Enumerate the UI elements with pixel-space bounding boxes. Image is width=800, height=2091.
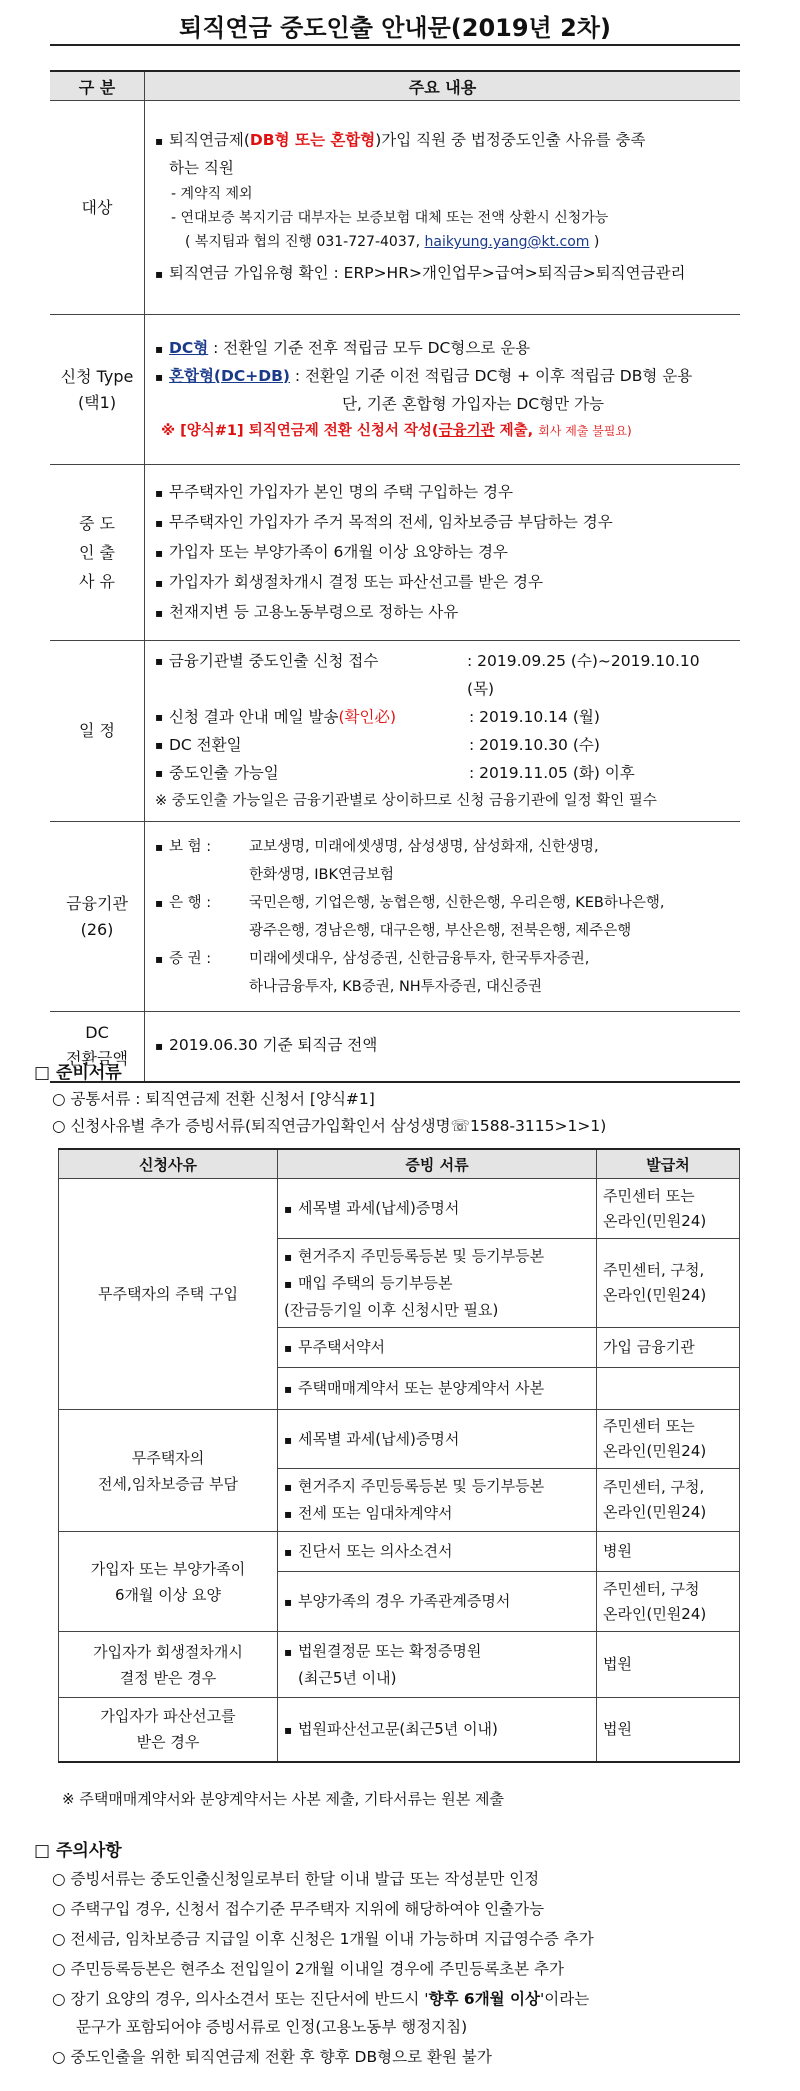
reason-cell: 가입자가 회생절차개시 결정 받은 경우 <box>59 1632 278 1698</box>
issuer-cell <box>597 1368 740 1410</box>
reason-item: ▪ 무주택자인 가입자가 주거 목적의 전세, 임차보증금 부담하는 경우 <box>155 508 730 538</box>
reasons-content <box>145 465 741 641</box>
reasons-label: 중 도 인 출 사 유 <box>50 465 145 641</box>
issuer-cell: 법원 <box>597 1698 740 1762</box>
documents-heading: □ 준비서류 <box>34 1063 122 1083</box>
documents-note: ※ 주택매매계약서와 분양계약서는 사본 제출, 기타서류는 원본 제출 <box>62 1790 504 1808</box>
schedule-note: ※ 중도인출 가능일은 금융기관별로 상이하므로 신청 금융기관에 일정 확인 필수 <box>155 793 657 809</box>
table-row <box>59 1410 740 1469</box>
docs-cell: ▪ 주택매매계약서 또는 분양계약서 사본 <box>278 1368 597 1410</box>
table-row <box>59 1179 740 1239</box>
docs-cell: ▪ 법원결정문 또는 확정증명원 (최근5년 이내) <box>278 1632 597 1698</box>
type-content <box>145 315 741 465</box>
row-institutions <box>50 822 740 1012</box>
header-content: 주요 내용 <box>145 71 741 101</box>
schedule-label: 일 정 <box>50 641 145 822</box>
reason-item: ▪ 무주택자인 가입자가 본인 명의 주택 구입하는 경우 <box>155 478 730 508</box>
cautions-heading: □ 주의사항 <box>34 1841 122 1861</box>
target-content <box>145 101 741 315</box>
target-line3: ▪ 퇴직연금 가입유형 확인 : ERP>HR>개인업무>급여>퇴직금>퇴직연금관리 <box>155 260 730 288</box>
table-row <box>59 1698 740 1762</box>
schedule-row: ▪ DC 전환일 : 2019.10.30 (수) <box>155 731 730 759</box>
type-warning: ※ [양식#1] 퇴직연금제 전환 신청서 작성(금융기관 제출, 회사 제출 불필요) <box>161 422 632 439</box>
issuer-cell: 가입 금융기관 <box>597 1328 740 1368</box>
target-line2: 하는 직원 <box>169 159 234 177</box>
institution-securities: ▪ 증 권 : 미래에셋대우, 삼성증권, 신한금융투자, 한국투자증권, 하나금융투자, KB증권, NH투자증권, 대신증권 <box>155 945 730 1001</box>
reason-item: ▪ 천재지변 등 고용노동부령으로 정하는 사유 <box>155 598 730 628</box>
institution-bank: ▪ 은 행 : 국민은행, 기업은행, 농협은행, 신한은행, 우리은행, KEB하나은행, 광주은행, 경남은행, 대구은행, 부산은행, 전북은행, 제주은행 <box>155 889 730 945</box>
header-issuer: 발급처 <box>597 1149 740 1179</box>
header-category: 구 분 <box>50 71 145 101</box>
reason-item: ▪ 가입자가 회생절차개시 결정 또는 파산선고를 받은 경우 <box>155 568 730 598</box>
schedule-row: ▪ 중도인출 가능일 : 2019.11.05 (화) 이후 <box>155 759 730 787</box>
docs-cell: ▪ 무주택서약서 <box>278 1328 597 1368</box>
target-sub2: - 연대보증 복지기금 대부자는 보증보험 대체 또는 전액 상환시 신청가능 <box>171 210 609 226</box>
type-mix-note: 단, 기존 혼합형 가입자는 DC형만 가능 <box>342 394 604 413</box>
target-sub3: ( 복지팀과 협의 진행 031-727-4037, haikyung.yang@kt.com ) <box>185 234 600 250</box>
reason-item: ▪ 가입자 또는 부양가족이 6개월 이상 요양하는 경우 <box>155 538 730 568</box>
row-reasons <box>50 465 740 641</box>
row-schedule <box>50 641 740 822</box>
conversion-label: DC 전환금액 <box>50 1012 145 1082</box>
overview-header-row <box>50 71 740 101</box>
caution-item: ○ 중도인출을 위한 퇴직연금제 전환 후 향후 DB형으로 환원 불가 <box>52 2048 492 2066</box>
docs-cell: ▪ 현거주지 주민등록등본 및 등기부등본 ▪ 매입 주택의 등기부등본 (잔금등기일 이후 신청시만 필요) <box>278 1239 597 1328</box>
overview-table <box>50 70 740 1083</box>
caution-item: ○ 전세금, 임차보증금 지급일 이후 신청은 1개월 이내 가능하며 지급영수증 추가 <box>52 1930 594 1948</box>
issuer-cell: 병원 <box>597 1532 740 1572</box>
institution-insurance: ▪ 보 험 : 교보생명, 미래에셋생명, 삼성생명, 삼성화재, 신한생명, 한화생명, IBK연금보험 <box>155 833 730 889</box>
schedule-row: ▪ 신청 결과 안내 메일 발송(확인必) : 2019.10.14 (월) <box>155 703 730 731</box>
institutions-content <box>145 822 741 1012</box>
caution-item: ○ 증빙서류는 중도인출신청일로부터 한달 이내 발급 또는 작성분만 인정 <box>52 1870 540 1888</box>
table-row <box>59 1532 740 1572</box>
institutions-label: 금융기관 (26) <box>50 822 145 1012</box>
row-type <box>50 315 740 465</box>
target-line1: ▪ 퇴직연금제(DB형 또는 혼합형)가입 직원 중 법정중도인출 사유를 충족 <box>155 127 730 155</box>
docs-cell: ▪ 진단서 또는 의사소견서 <box>278 1532 597 1572</box>
page-title: 퇴직연금 중도인출 안내문(2019년 2차) <box>179 14 611 42</box>
type-mix: ▪ 혼합형(DC+DB) : 전환일 기준 이전 적립금 DC형 + 이후 적립금 DB형 운용 <box>155 363 730 391</box>
row-target <box>50 101 740 315</box>
title-divider <box>50 44 740 46</box>
conversion-content <box>145 1012 741 1082</box>
header-docs: 증빙 서류 <box>278 1149 597 1179</box>
issuer-cell: 주민센터 또는 온라인(민원24) <box>597 1179 740 1239</box>
caution-item: ○ 주택구입 경우, 신청서 접수기준 무주택자 지위에 해당하여야 인출가능 <box>52 1900 545 1918</box>
schedule-content <box>145 641 741 822</box>
reason-cell: 무주택자의 전세,임차보증금 부담 <box>59 1410 278 1532</box>
docs-cell: ▪ 세목별 과세(납세)증명서 <box>278 1410 597 1469</box>
issuer-cell: 주민센터, 구청, 온라인(민원24) <box>597 1469 740 1532</box>
schedule-row: ▪ 금융기관별 중도인출 신청 접수 : 2019.09.25 (수)~2019.10.10 (목) <box>155 647 730 703</box>
issuer-cell: 주민센터 또는 온라인(민원24) <box>597 1410 740 1469</box>
documents-table <box>58 1148 740 1763</box>
conversion-text: ▪ 2019.06.30 기준 퇴직금 전액 <box>155 1032 730 1060</box>
documents-header-row <box>59 1149 740 1179</box>
contact-email-link[interactable]: haikyung.yang@kt.com <box>424 234 590 250</box>
header-reason: 신청사유 <box>59 1149 278 1179</box>
target-label: 대상 <box>50 101 145 315</box>
row-conversion <box>50 1012 740 1082</box>
documents-extra: ○ 신청사유별 추가 증빙서류(퇴직연금가입확인서 삼성생명☏1588-3115>1>1) <box>52 1117 607 1135</box>
docs-cell: ▪ 법원파산선고문(최근5년 이내) <box>278 1698 597 1762</box>
issuer-cell: 주민센터, 구청 온라인(민원24) <box>597 1572 740 1632</box>
type-label: 신청 Type (택1) <box>50 315 145 465</box>
docs-cell: ▪ 세목별 과세(납세)증명서 <box>278 1179 597 1239</box>
caution-item: ○ 주민등록등본은 현주소 전입일이 2개월 이내일 경우에 주민등록초본 추가 <box>52 1960 564 1978</box>
issuer-cell: 법원 <box>597 1632 740 1698</box>
table-row <box>59 1632 740 1698</box>
issuer-cell: 주민센터, 구청, 온라인(민원24) <box>597 1239 740 1328</box>
caution-item-cont: 문구가 포함되어야 증빙서류로 인정(고용노동부 행정지침) <box>76 2018 468 2036</box>
type-dc: ▪ DC형 : 전환일 기준 전후 적립금 모두 DC형으로 운용 <box>155 335 730 363</box>
documents-common: ○ 공통서류 : 퇴직연금제 전환 신청서 [양식#1] <box>52 1090 375 1108</box>
docs-cell: ▪ 현거주지 주민등록등본 및 등기부등본 ▪ 전세 또는 임대차계약서 <box>278 1469 597 1532</box>
caution-item: ○ 장기 요양의 경우, 의사소견서 또는 진단서에 반드시 '향후 6개월 이상'이라는 <box>52 1990 590 2008</box>
reason-cell: 가입자가 파산선고를 받은 경우 <box>59 1698 278 1762</box>
reason-cell: 무주택자의 주택 구입 <box>59 1179 278 1410</box>
target-sub1: - 계약직 제외 <box>171 186 253 202</box>
docs-cell: ▪ 부양가족의 경우 가족관계증명서 <box>278 1572 597 1632</box>
reason-cell: 가입자 또는 부양가족이 6개월 이상 요양 <box>59 1532 278 1632</box>
